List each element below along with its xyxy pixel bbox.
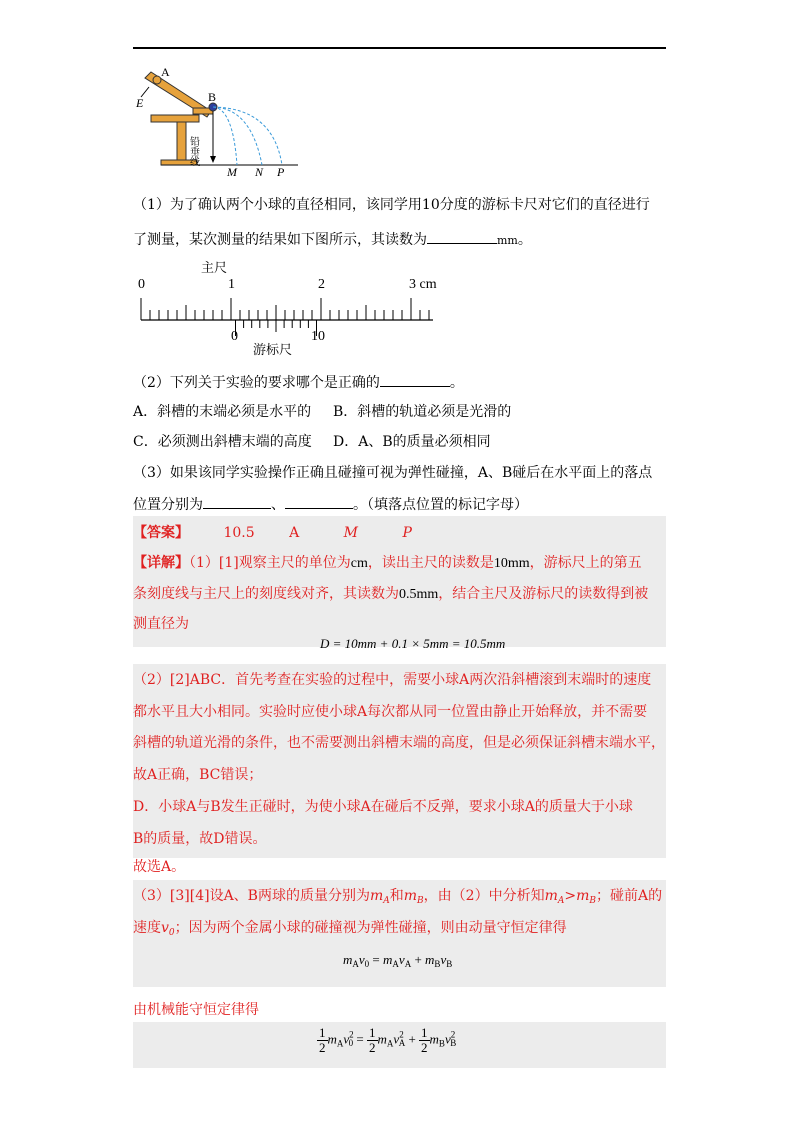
q2-option-a: A．斜槽的末端必须是水平的 — [133, 404, 312, 420]
ball-a — [153, 76, 161, 84]
detail-p1-line2: 条刻度线与主尺上的刻度线对齐，其读数为0.5mm，结合主尺及游标尺的读数得到被 — [133, 586, 649, 602]
vernier-scale-label: 游标尺 — [253, 342, 293, 357]
label-b: B — [208, 90, 217, 104]
trajectory-n — [213, 107, 262, 165]
detail-p1-line3: 测直径为 — [133, 616, 189, 632]
q3-answer-blank-1[interactable] — [203, 494, 271, 509]
q3-line1: （3）如果该同学实验操作正确且碰撞可视为弹性碰撞，A、B碰后在水平面上的落点 — [133, 465, 653, 481]
q2-option-c: C．必须测出斜槽末端的高度 — [133, 434, 312, 450]
detail-p1-line1: 【详解】（1）[1]观察主尺的单位为cm，读出主尺的读数是10mm，游标尺上的第五 — [133, 555, 642, 571]
detail-p3-line2: 速度$v_0$；因为两个金属小球的碰撞视为弹性碰撞，则由动量守恒定律得 — [133, 920, 567, 938]
main-tick-1: 1 — [228, 277, 235, 292]
main-scale — [141, 298, 429, 320]
label-e: E — [136, 96, 144, 110]
label-plumb: 铅垂线 — [187, 136, 199, 166]
q1-line2: 了测量，某次测量的结果如下图所示，其读数为 mm。 — [133, 229, 532, 251]
main-tick-3: 3 cm — [409, 277, 437, 292]
answer-line: 【答案】 10.5 A M P — [133, 525, 412, 541]
label-a: A — [161, 65, 170, 79]
label-n: N — [255, 165, 264, 179]
experiment-figure — [133, 64, 303, 179]
vernier-tick-0: 0 — [231, 329, 238, 344]
detail-p2-line7: 故选A。 — [133, 859, 186, 875]
q1-answer-blank[interactable] — [427, 229, 497, 244]
q3-line2: 位置分别为 、 。（填落点位置的标记字母） — [133, 494, 528, 515]
header-rule — [133, 47, 666, 49]
q1-line1: （1）为了确认两个小球的直径相同，该同学用10分度的游标卡尺对它们的直径进行 — [133, 197, 650, 213]
equation-energy: $\frac{1}{2}$ $m_Av^2_0$ = $\frac{1}{2}$ $m_Av^2_A$ + $\frac{1}{2}$ $m_Bv^2_B$ — [319, 1025, 457, 1055]
trajectory-m — [213, 107, 237, 165]
detail-p4-line: 由机械能守恒定律得 — [133, 1002, 259, 1018]
detail-p2-line6: B的质量，故D错误。 — [133, 831, 267, 847]
detail-p2-line3: 斜槽的轨道光滑的条件，也不需要测出斜槽末端的高度，但是必须保证斜槽末端水平， — [133, 735, 665, 751]
q3-answer-blank-2[interactable] — [285, 494, 353, 509]
answer-value-1: 10.5 — [223, 525, 255, 541]
detail-p2-line4: 故A正确，BC错误； — [133, 767, 263, 783]
main-tick-0: 0 — [138, 277, 145, 292]
answer-value-3: M — [343, 525, 358, 541]
main-tick-2: 2 — [318, 277, 325, 292]
q2-option-d: D．A、B的质量必须相同 — [333, 434, 491, 450]
vernier-tick-10: 10 — [311, 329, 325, 344]
label-m: M — [227, 165, 237, 179]
q2-line: （2）下列关于实验的要求哪个是正确的 。 — [133, 372, 464, 393]
answer-value-2: A — [289, 525, 300, 541]
detail-p2-line5: D．小球A与B发生正碰时，为使小球A在碰后不反弹，要求小球A的质量大于小球 — [133, 799, 633, 815]
detail-p3-line1: （3）[3][4]设A、B两球的质量分别为$m_A$和$m_B$，由（2）中分析知$m_A>m_B$；碰前A的 — [133, 888, 663, 906]
trajectory-p — [213, 107, 282, 165]
main-scale-label: 主尺 — [201, 260, 228, 275]
q2-option-b: B．斜槽的轨道必须是光滑的 — [333, 404, 512, 420]
answer-value-4: P — [402, 525, 412, 541]
equation-momentum: $m_Av_0 = m_Av_A + m_Bv_B$ — [343, 952, 453, 969]
vernier-caliper — [133, 258, 453, 358]
table-leg — [177, 122, 186, 162]
detail-p2-line2: 都水平且大小相同。实验时应使小球A每次都从同一位置由静止开始释放，并不需要 — [133, 704, 648, 720]
detail-p2-line1: （2）[2]ABC．首先考查在实验的过程中，需要小球A两次沿斜槽滚到末端时的速度 — [133, 672, 652, 688]
equation-diameter: D = 10mm + 0.1 × 5mm = 10.5mm — [320, 636, 506, 651]
table-top — [151, 115, 199, 122]
q2-answer-blank[interactable] — [380, 372, 450, 387]
label-p: P — [277, 165, 285, 179]
vernier-scale — [236, 320, 317, 336]
